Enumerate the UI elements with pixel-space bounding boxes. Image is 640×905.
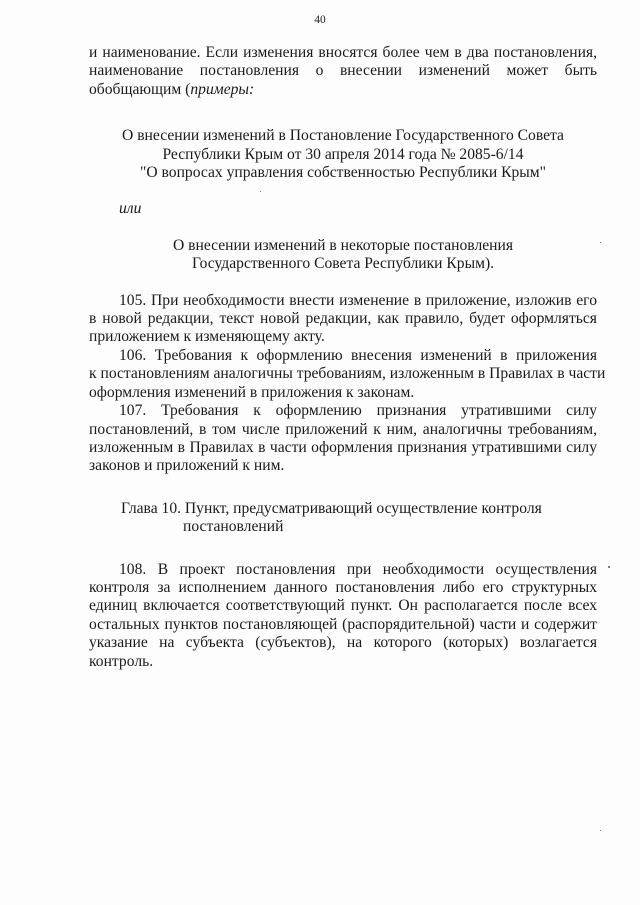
examples-label: примеры: [190, 80, 255, 98]
p105-line-1: 105. При необходимости внести изменение в приложение, изложив его [119, 291, 597, 309]
chapter-10-line-1: Глава 10. Пункт, предусматривающий осуществление контроля [121, 499, 542, 517]
p108-line-1: 108. В проект постановления при необходимости осуществления [119, 560, 597, 578]
p105-line-2: в новой редакции, текст новой редакции, как правило, будет оформляться [89, 310, 597, 328]
p107-line-2: постановлений, в том числе приложений к ним, аналогичны требованиям, [89, 420, 597, 438]
page-number: 40 [314, 14, 326, 26]
or-separator: или [119, 200, 142, 218]
paragraph-106 [89, 346, 606, 402]
intro-line-3-text: обобщающим ( [89, 80, 191, 98]
paragraph-107 [89, 402, 597, 476]
intro-line-2: наименование постановления о внесении изменений может быть [89, 62, 597, 80]
p106-line-1: 106. Требования к оформлению внесения изменений в приложения [119, 346, 597, 364]
p107-line-4: законов и приложений к ним. [89, 457, 285, 475]
example1-line-3: "О вопросах управления собственностью Республики Крым" [139, 164, 546, 182]
scan-speck [260, 191, 261, 192]
example-title-1 [89, 127, 597, 182]
p106-line-3: оформления изменений в приложения к законам. [89, 383, 415, 401]
scan-speck [600, 830, 601, 831]
p108-line-2: контроля за исполнением данного постановления либо его структурных [89, 578, 597, 596]
intro-paragraph [89, 44, 597, 99]
p106-line-2: к постановлениям аналогичны требованиям, изложенным в Правилах в части [89, 365, 606, 383]
paragraph-108 [89, 561, 597, 671]
chapter-10-line-2: постановлений [183, 518, 284, 536]
p108-line-4: остальных пунктов постановляющей (распорядительной) части и содержит [89, 615, 597, 633]
example1-line-1: О внесении изменений в Постановление Государственного Совета [122, 127, 564, 145]
p107-line-1: 107. Требования к оформлению признания утратившими силу [119, 402, 597, 420]
document-body [89, 44, 606, 671]
scan-speck [600, 242, 601, 243]
p107-line-3: изложенным в Правилах в части оформления признания утратившими силу [89, 438, 597, 456]
chapter-10-heading [89, 500, 597, 537]
paragraph-105 [89, 292, 597, 347]
example2-line-1: О внесении изменений в некоторые постановления [172, 236, 514, 254]
p105-line-3: приложением к изменяющему акту. [89, 328, 325, 346]
example-title-2 [89, 237, 597, 274]
intro-line-3 [89, 81, 597, 99]
scan-speck [608, 566, 610, 568]
p108-line-6: контроль. [89, 652, 154, 670]
p108-line-5: указание на субъекта (субъектов), на которого (которых) возлагается [89, 634, 597, 652]
example2-line-2: Государственного Совета Республики Крым). [191, 255, 495, 273]
p108-line-3: единиц включается соответствующий пункт. Он располагается после всех [89, 597, 597, 615]
intro-line-1: и наименование. Если изменения вносятся более чем в два постановления, [89, 44, 597, 61]
example1-line-2: Республики Крым от 30 апреля 2014 года № 2085-6/14 [162, 145, 524, 163]
